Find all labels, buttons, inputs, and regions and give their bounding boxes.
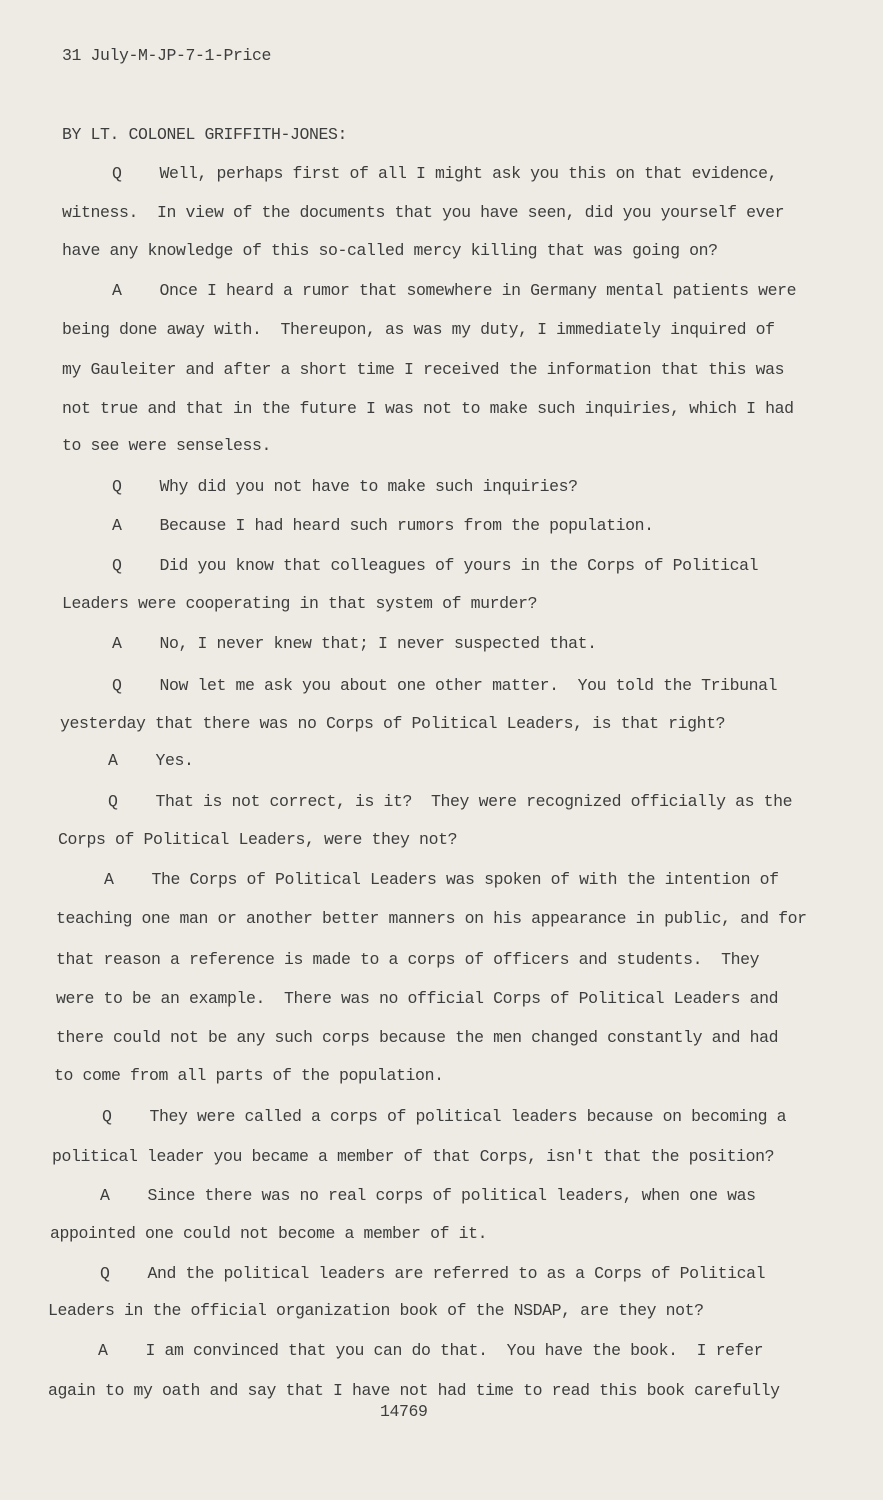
page-number: 14769 (380, 1402, 428, 1421)
transcript-line: not true and that in the future I was not to make such inquiries, which I had (62, 399, 794, 418)
transcript-line: A Once I heard a rumor that somewhere in Germany mental patients were (112, 281, 797, 300)
transcript-line: appointed one could not become a member of it. (50, 1224, 488, 1243)
transcript-line: A The Corps of Political Leaders was spoken of with the intention of (104, 870, 779, 889)
transcript-line: political leader you became a member of that Corps, isn't that the position? (52, 1147, 775, 1166)
transcript-line: Leaders were cooperating in that system of murder? (62, 594, 538, 613)
transcript-line: to come from all parts of the population. (54, 1066, 444, 1085)
transcript-line: Q They were called a corps of political leaders because on becoming a (102, 1107, 787, 1126)
transcript-line: Q Now let me ask you about one other matter. You told the Tribunal (112, 676, 778, 695)
transcript-line: my Gauleiter and after a short time I received the information that this was (62, 360, 785, 379)
transcript-line: A Because I had heard such rumors from the population. (112, 516, 654, 535)
transcript-line: being done away with. Thereupon, as was my duty, I immediately inquired of (62, 320, 775, 339)
transcript-line: Q And the political leaders are referred to as a Corps of Political (100, 1264, 766, 1283)
transcript-line: A Yes. (108, 751, 194, 770)
transcript-line: Leaders in the official organization book of the NSDAP, are they not? (48, 1301, 704, 1320)
transcript-line: Q Well, perhaps first of all I might ask you this on that evidence, (112, 164, 778, 183)
transcript-line: Q That is not correct, is it? They were recognized officially as the (108, 792, 793, 811)
transcript-line: Q Why did you not have to make such inquiries? (112, 477, 578, 496)
transcript-line: witness. In view of the documents that you have seen, did you yourself ever (62, 203, 785, 222)
transcript-line: Corps of Political Leaders, were they not? (58, 830, 458, 849)
transcript-line: A I am convinced that you can do that. You have the book. I refer (98, 1341, 764, 1360)
page-header: 31 July-M-JP-7-1-Price (62, 46, 272, 65)
transcript-line: were to be an example. There was no official Corps of Political Leaders and (56, 989, 779, 1008)
transcript-line: there could not be any such corps because the men changed constantly and had (56, 1028, 779, 1047)
transcript-line: to see were senseless. (62, 436, 272, 455)
transcript-line: yesterday that there was no Corps of Political Leaders, is that right? (60, 714, 726, 733)
transcript-line: that reason a reference is made to a corps of officers and students. They (56, 950, 760, 969)
transcript-line: teaching one man or another better manners on his appearance in public, and for (56, 909, 807, 928)
transcript-line: A No, I never knew that; I never suspected that. (112, 634, 597, 653)
transcript-line: have any knowledge of this so-called mercy killing that was going on? (62, 241, 718, 260)
transcript-line: Q Did you know that colleagues of yours in the Corps of Political (112, 556, 759, 575)
transcript-line: A Since there was no real corps of political leaders, when one was (100, 1186, 756, 1205)
transcript-line: again to my oath and say that I have not had time to read this book carefully (48, 1381, 780, 1400)
examination-heading: BY LT. COLONEL GRIFFITH-JONES: (62, 125, 348, 144)
